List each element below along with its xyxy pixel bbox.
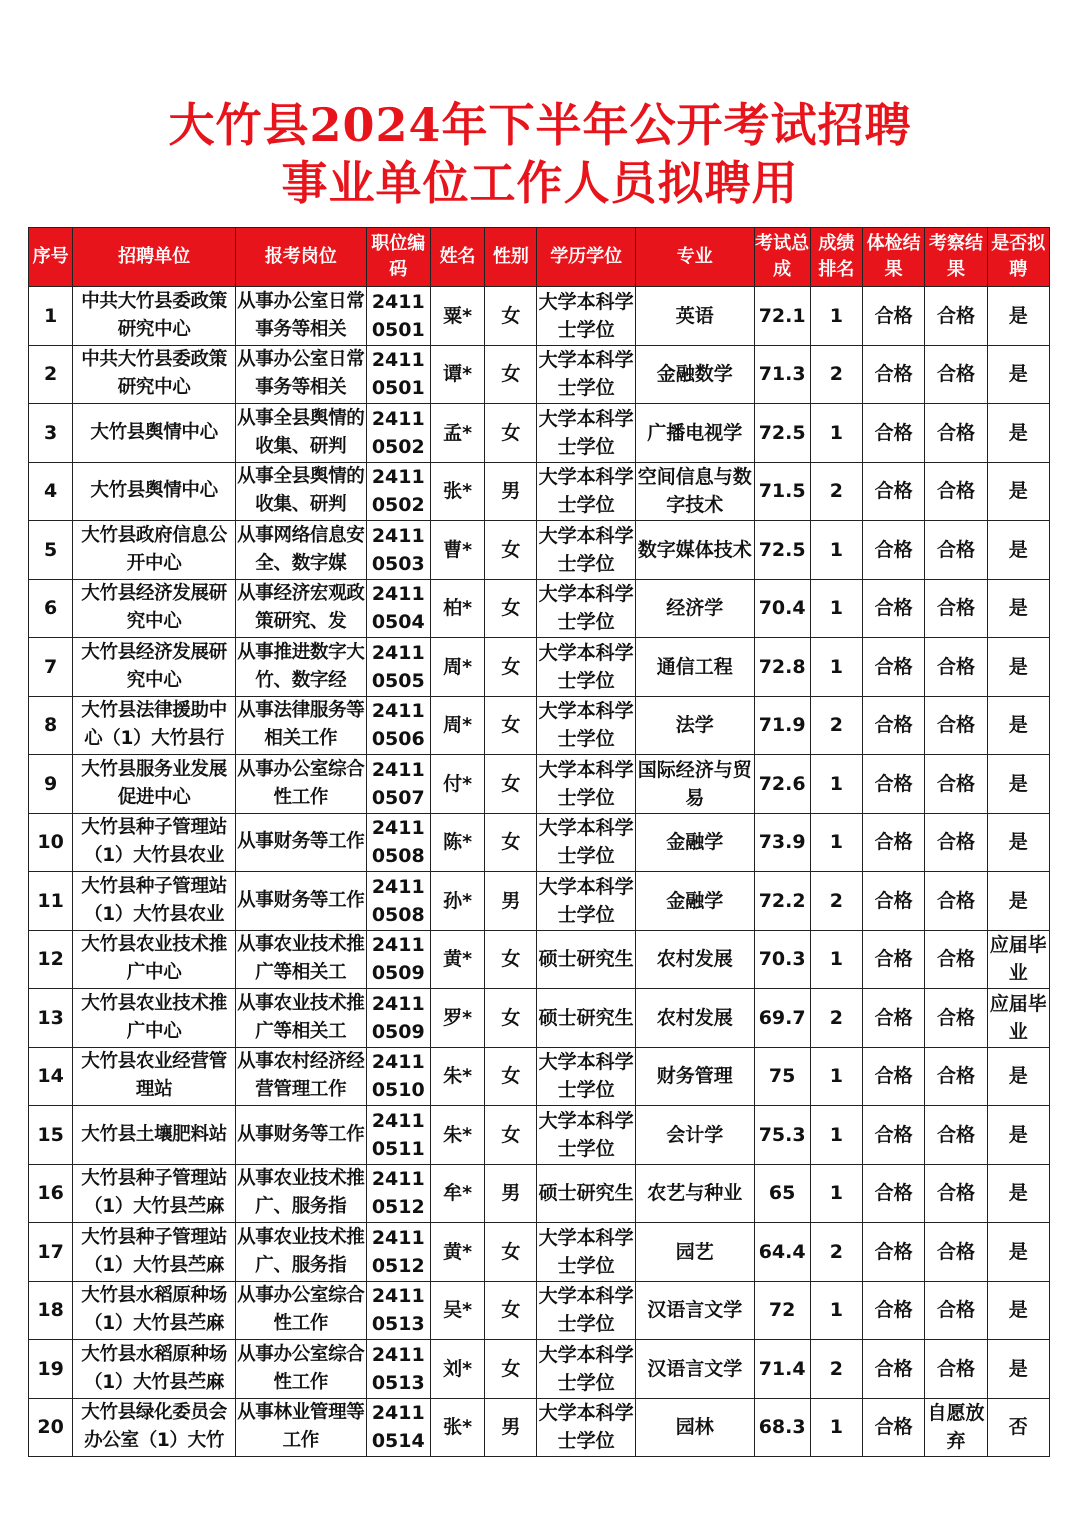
cell-inspection: 合格	[925, 989, 987, 1048]
cell-degree: 大学本科学士学位	[537, 696, 635, 755]
cell-major: 金融学	[635, 813, 754, 872]
cell-rank: 1	[810, 1106, 862, 1165]
cell-medical: 合格	[863, 755, 925, 814]
cell-hire: 是	[987, 287, 1049, 346]
cell-post: 从事办公室日常事务等相关	[236, 287, 367, 346]
table-row	[29, 930, 1050, 989]
cell-code: 24110509	[366, 989, 430, 1048]
cell-index: 14	[29, 1047, 73, 1106]
cell-major: 农艺与种业	[635, 1164, 754, 1223]
cell-name: 刘*	[430, 1340, 484, 1399]
cell-score: 71.5	[754, 462, 810, 521]
cell-index: 6	[29, 579, 73, 638]
cell-inspection: 合格	[925, 1340, 987, 1399]
cell-post: 从事全县舆情的收集、研判	[236, 404, 367, 463]
cell-code: 24110508	[366, 813, 430, 872]
cell-rank: 1	[810, 755, 862, 814]
cell-code: 24110513	[366, 1340, 430, 1399]
cell-medical: 合格	[863, 813, 925, 872]
cell-score: 72	[754, 1281, 810, 1340]
cell-index: 19	[29, 1340, 73, 1399]
cell-code: 24110508	[366, 872, 430, 931]
cell-score: 65	[754, 1164, 810, 1223]
cell-degree: 大学本科学士学位	[537, 872, 635, 931]
cell-major: 国际经济与贸易	[635, 755, 754, 814]
cell-gender: 女	[485, 521, 537, 580]
cell-score: 75.3	[754, 1106, 810, 1165]
cell-gender: 女	[485, 1106, 537, 1165]
header-col-major: 专业	[635, 228, 754, 287]
cell-code: 24110501	[366, 287, 430, 346]
cell-name: 孟*	[430, 404, 484, 463]
table-row	[29, 404, 1050, 463]
cell-medical: 合格	[863, 521, 925, 580]
cell-name: 黄*	[430, 1223, 484, 1282]
cell-inspection: 自愿放弃	[925, 1398, 987, 1457]
cell-post: 从事网络信息安全、数字媒	[236, 521, 367, 580]
cell-post: 从事全县舆情的收集、研判	[236, 462, 367, 521]
cell-inspection: 合格	[925, 287, 987, 346]
cell-gender: 女	[485, 696, 537, 755]
cell-score: 64.4	[754, 1223, 810, 1282]
cell-index: 17	[29, 1223, 73, 1282]
cell-inspection: 合格	[925, 1281, 987, 1340]
table-row	[29, 1047, 1050, 1106]
cell-unit: 大竹县种子管理站（1）大竹县苎麻	[73, 1164, 236, 1223]
cell-name: 周*	[430, 696, 484, 755]
cell-gender: 女	[485, 989, 537, 1048]
cell-gender: 男	[485, 872, 537, 931]
cell-medical: 合格	[863, 1281, 925, 1340]
cell-rank: 2	[810, 1223, 862, 1282]
cell-code: 24110506	[366, 696, 430, 755]
cell-unit: 中共大竹县委政策研究中心	[73, 345, 236, 404]
cell-major: 经济学	[635, 579, 754, 638]
cell-medical: 合格	[863, 1223, 925, 1282]
cell-medical: 合格	[863, 579, 925, 638]
table-row	[29, 1340, 1050, 1399]
cell-post: 从事农业技术推广等相关工	[236, 989, 367, 1048]
cell-gender: 女	[485, 1281, 537, 1340]
cell-index: 4	[29, 462, 73, 521]
cell-gender: 女	[485, 1223, 537, 1282]
cell-hire: 是	[987, 462, 1049, 521]
cell-hire: 应届毕业	[987, 930, 1049, 989]
cell-unit: 大竹县农业经营管理站	[73, 1047, 236, 1106]
cell-rank: 1	[810, 1164, 862, 1223]
cell-unit: 中共大竹县委政策研究中心	[73, 287, 236, 346]
cell-name: 黄*	[430, 930, 484, 989]
cell-inspection: 合格	[925, 345, 987, 404]
cell-unit: 大竹县水稻原种场（1）大竹县苎麻	[73, 1340, 236, 1399]
cell-gender: 女	[485, 930, 537, 989]
cell-major: 会计学	[635, 1106, 754, 1165]
cell-rank: 1	[810, 1047, 862, 1106]
cell-index: 3	[29, 404, 73, 463]
cell-post: 从事推进数字大竹、数字经	[236, 638, 367, 697]
recruitment-table	[28, 227, 1050, 1457]
cell-score: 71.4	[754, 1340, 810, 1399]
cell-post: 从事经济宏观政策研究、发	[236, 579, 367, 638]
cell-medical: 合格	[863, 1340, 925, 1399]
table-row	[29, 462, 1050, 521]
cell-code: 24110509	[366, 930, 430, 989]
cell-inspection: 合格	[925, 404, 987, 463]
cell-code: 24110514	[366, 1398, 430, 1457]
cell-gender: 女	[485, 579, 537, 638]
cell-major: 通信工程	[635, 638, 754, 697]
cell-gender: 女	[485, 1340, 537, 1399]
table-row	[29, 638, 1050, 697]
cell-score: 70.3	[754, 930, 810, 989]
cell-inspection: 合格	[925, 872, 987, 931]
cell-hire: 是	[987, 1340, 1049, 1399]
cell-degree: 大学本科学士学位	[537, 813, 635, 872]
cell-major: 金融数学	[635, 345, 754, 404]
cell-degree: 硕士研究生	[537, 1164, 635, 1223]
cell-rank: 1	[810, 287, 862, 346]
cell-name: 罗*	[430, 989, 484, 1048]
header-col-medical: 体检结果	[863, 228, 925, 287]
table-row	[29, 579, 1050, 638]
cell-score: 72.6	[754, 755, 810, 814]
cell-post: 从事农村经济经营管理工作	[236, 1047, 367, 1106]
table-row	[29, 696, 1050, 755]
cell-unit: 大竹县舆情中心	[73, 462, 236, 521]
cell-score: 72.5	[754, 404, 810, 463]
cell-medical: 合格	[863, 1164, 925, 1223]
table-row	[29, 345, 1050, 404]
cell-major: 汉语言文学	[635, 1281, 754, 1340]
cell-gender: 男	[485, 1164, 537, 1223]
cell-inspection: 合格	[925, 521, 987, 580]
cell-degree: 大学本科学士学位	[537, 579, 635, 638]
cell-inspection: 合格	[925, 930, 987, 989]
cell-hire: 是	[987, 696, 1049, 755]
cell-rank: 2	[810, 872, 862, 931]
cell-code: 24110504	[366, 579, 430, 638]
cell-post: 从事财务等工作	[236, 1106, 367, 1165]
cell-score: 68.3	[754, 1398, 810, 1457]
cell-code: 24110507	[366, 755, 430, 814]
cell-index: 15	[29, 1106, 73, 1165]
cell-post: 从事法律服务等相关工作	[236, 696, 367, 755]
cell-score: 69.7	[754, 989, 810, 1048]
cell-rank: 2	[810, 345, 862, 404]
cell-medical: 合格	[863, 462, 925, 521]
cell-inspection: 合格	[925, 1223, 987, 1282]
cell-name: 朱*	[430, 1106, 484, 1165]
cell-code: 24110511	[366, 1106, 430, 1165]
cell-post: 从事林业管理等工作	[236, 1398, 367, 1457]
cell-code: 24110510	[366, 1047, 430, 1106]
cell-rank: 1	[810, 521, 862, 580]
cell-code: 24110513	[366, 1281, 430, 1340]
cell-unit: 大竹县经济发展研究中心	[73, 638, 236, 697]
cell-degree: 大学本科学士学位	[537, 755, 635, 814]
cell-major: 财务管理	[635, 1047, 754, 1106]
cell-code: 24110501	[366, 345, 430, 404]
cell-rank: 1	[810, 813, 862, 872]
cell-rank: 1	[810, 638, 862, 697]
cell-unit: 大竹县法律援助中心（1）大竹县行	[73, 696, 236, 755]
cell-unit: 大竹县农业技术推广中心	[73, 930, 236, 989]
cell-rank: 2	[810, 696, 862, 755]
cell-inspection: 合格	[925, 462, 987, 521]
cell-post: 从事农业技术推广、服务指	[236, 1164, 367, 1223]
cell-degree: 大学本科学士学位	[537, 1281, 635, 1340]
table-row	[29, 755, 1050, 814]
cell-medical: 合格	[863, 1398, 925, 1457]
cell-index: 1	[29, 287, 73, 346]
cell-rank: 2	[810, 462, 862, 521]
cell-name: 付*	[430, 755, 484, 814]
page-title	[0, 96, 1080, 212]
cell-major: 汉语言文学	[635, 1340, 754, 1399]
cell-hire: 应届毕业	[987, 989, 1049, 1048]
cell-score: 72.8	[754, 638, 810, 697]
title-line-1: 大竹县2024年下半年公开考试招聘	[168, 98, 912, 152]
cell-major: 园艺	[635, 1223, 754, 1282]
cell-index: 5	[29, 521, 73, 580]
cell-rank: 1	[810, 579, 862, 638]
cell-code: 24110503	[366, 521, 430, 580]
cell-hire: 是	[987, 1164, 1049, 1223]
cell-unit: 大竹县绿化委员会办公室（1）大竹	[73, 1398, 236, 1457]
cell-degree: 硕士研究生	[537, 989, 635, 1048]
cell-unit: 大竹县服务业发展促进中心	[73, 755, 236, 814]
header-col-post: 报考岗位	[236, 228, 367, 287]
cell-inspection: 合格	[925, 1047, 987, 1106]
cell-rank: 2	[810, 989, 862, 1048]
cell-score: 72.5	[754, 521, 810, 580]
cell-medical: 合格	[863, 404, 925, 463]
cell-medical: 合格	[863, 287, 925, 346]
cell-name: 陈*	[430, 813, 484, 872]
header-col-name: 姓名	[430, 228, 484, 287]
cell-name: 周*	[430, 638, 484, 697]
cell-name: 吴*	[430, 1281, 484, 1340]
table-row	[29, 1106, 1050, 1165]
cell-index: 20	[29, 1398, 73, 1457]
cell-post: 从事办公室日常事务等相关	[236, 345, 367, 404]
table-row	[29, 813, 1050, 872]
cell-degree: 大学本科学士学位	[537, 1398, 635, 1457]
cell-unit: 大竹县水稻原种场（1）大竹县苎麻	[73, 1281, 236, 1340]
cell-degree: 硕士研究生	[537, 930, 635, 989]
cell-medical: 合格	[863, 696, 925, 755]
cell-index: 7	[29, 638, 73, 697]
cell-index: 10	[29, 813, 73, 872]
cell-degree: 大学本科学士学位	[537, 1047, 635, 1106]
cell-medical: 合格	[863, 345, 925, 404]
cell-gender: 女	[485, 404, 537, 463]
cell-index: 13	[29, 989, 73, 1048]
cell-hire: 是	[987, 755, 1049, 814]
cell-unit: 大竹县种子管理站（1）大竹县农业	[73, 872, 236, 931]
cell-degree: 大学本科学士学位	[537, 1106, 635, 1165]
cell-rank: 2	[810, 1340, 862, 1399]
cell-score: 75	[754, 1047, 810, 1106]
cell-hire: 是	[987, 579, 1049, 638]
cell-rank: 1	[810, 404, 862, 463]
cell-score: 70.4	[754, 579, 810, 638]
cell-inspection: 合格	[925, 1106, 987, 1165]
cell-degree: 大学本科学士学位	[537, 404, 635, 463]
cell-hire: 是	[987, 1047, 1049, 1106]
cell-name: 孙*	[430, 872, 484, 931]
header-col-unit: 招聘单位	[73, 228, 236, 287]
table-row	[29, 1398, 1050, 1457]
cell-name: 牟*	[430, 1164, 484, 1223]
cell-name: 曹*	[430, 521, 484, 580]
cell-unit: 大竹县政府信息公开中心	[73, 521, 236, 580]
cell-inspection: 合格	[925, 638, 987, 697]
cell-name: 张*	[430, 1398, 484, 1457]
cell-hire: 是	[987, 1281, 1049, 1340]
cell-code: 24110512	[366, 1223, 430, 1282]
cell-inspection: 合格	[925, 696, 987, 755]
cell-gender: 女	[485, 345, 537, 404]
cell-gender: 女	[485, 813, 537, 872]
cell-unit: 大竹县种子管理站（1）大竹县苎麻	[73, 1223, 236, 1282]
cell-rank: 1	[810, 1281, 862, 1340]
cell-medical: 合格	[863, 930, 925, 989]
cell-major: 英语	[635, 287, 754, 346]
cell-major: 农村发展	[635, 989, 754, 1048]
cell-code: 24110512	[366, 1164, 430, 1223]
cell-medical: 合格	[863, 989, 925, 1048]
cell-unit: 大竹县种子管理站（1）大竹县农业	[73, 813, 236, 872]
cell-name: 谭*	[430, 345, 484, 404]
cell-major: 农村发展	[635, 930, 754, 989]
table-row	[29, 287, 1050, 346]
cell-degree: 大学本科学士学位	[537, 345, 635, 404]
cell-major: 园林	[635, 1398, 754, 1457]
cell-name: 张*	[430, 462, 484, 521]
cell-hire: 是	[987, 521, 1049, 580]
cell-score: 72.2	[754, 872, 810, 931]
header-col-index: 序号	[29, 228, 73, 287]
title-line-2: 事业单位工作人员拟聘用	[281, 156, 799, 210]
header-col-inspection: 考察结果	[925, 228, 987, 287]
cell-major: 空间信息与数字技术	[635, 462, 754, 521]
cell-score: 71.3	[754, 345, 810, 404]
cell-inspection: 合格	[925, 755, 987, 814]
cell-index: 8	[29, 696, 73, 755]
cell-major: 法学	[635, 696, 754, 755]
cell-degree: 大学本科学士学位	[537, 462, 635, 521]
cell-score: 72.1	[754, 287, 810, 346]
table-row	[29, 1164, 1050, 1223]
table-row	[29, 1281, 1050, 1340]
cell-name: 柏*	[430, 579, 484, 638]
cell-index: 12	[29, 930, 73, 989]
table-row	[29, 521, 1050, 580]
cell-unit: 大竹县舆情中心	[73, 404, 236, 463]
cell-post: 从事财务等工作	[236, 872, 367, 931]
cell-post: 从事办公室综合性工作	[236, 755, 367, 814]
cell-name: 粟*	[430, 287, 484, 346]
cell-hire: 是	[987, 1106, 1049, 1165]
cell-inspection: 合格	[925, 813, 987, 872]
table-row	[29, 989, 1050, 1048]
cell-hire: 是	[987, 1223, 1049, 1282]
cell-medical: 合格	[863, 1106, 925, 1165]
cell-name: 朱*	[430, 1047, 484, 1106]
cell-inspection: 合格	[925, 579, 987, 638]
table-header-row	[29, 228, 1050, 287]
cell-unit: 大竹县农业技术推广中心	[73, 989, 236, 1048]
cell-hire: 是	[987, 872, 1049, 931]
cell-gender: 男	[485, 1398, 537, 1457]
header-col-degree: 学历学位	[537, 228, 635, 287]
cell-score: 73.9	[754, 813, 810, 872]
header-col-rank: 成绩排名	[810, 228, 862, 287]
cell-gender: 女	[485, 755, 537, 814]
cell-rank: 1	[810, 930, 862, 989]
cell-major: 金融学	[635, 872, 754, 931]
cell-code: 24110502	[366, 404, 430, 463]
cell-medical: 合格	[863, 638, 925, 697]
cell-hire: 否	[987, 1398, 1049, 1457]
cell-hire: 是	[987, 404, 1049, 463]
cell-gender: 女	[485, 638, 537, 697]
cell-post: 从事财务等工作	[236, 813, 367, 872]
cell-medical: 合格	[863, 872, 925, 931]
cell-gender: 男	[485, 462, 537, 521]
cell-hire: 是	[987, 813, 1049, 872]
cell-degree: 大学本科学士学位	[537, 287, 635, 346]
table-row	[29, 1223, 1050, 1282]
cell-index: 18	[29, 1281, 73, 1340]
cell-degree: 大学本科学士学位	[537, 638, 635, 697]
header-col-score: 考试总成	[754, 228, 810, 287]
cell-hire: 是	[987, 638, 1049, 697]
header-col-gender: 性别	[485, 228, 537, 287]
cell-index: 16	[29, 1164, 73, 1223]
cell-code: 24110502	[366, 462, 430, 521]
cell-inspection: 合格	[925, 1164, 987, 1223]
cell-unit: 大竹县土壤肥料站	[73, 1106, 236, 1165]
cell-post: 从事办公室综合性工作	[236, 1340, 367, 1399]
table-body	[29, 287, 1050, 1457]
cell-index: 2	[29, 345, 73, 404]
cell-index: 11	[29, 872, 73, 931]
cell-major: 广播电视学	[635, 404, 754, 463]
cell-gender: 女	[485, 287, 537, 346]
cell-rank: 1	[810, 1398, 862, 1457]
cell-hire: 是	[987, 345, 1049, 404]
cell-gender: 女	[485, 1047, 537, 1106]
cell-post: 从事农业技术推广、服务指	[236, 1223, 367, 1282]
cell-code: 24110505	[366, 638, 430, 697]
cell-post: 从事农业技术推广等相关工	[236, 930, 367, 989]
header-col-hire: 是否拟聘	[987, 228, 1049, 287]
cell-medical: 合格	[863, 1047, 925, 1106]
header-col-code: 职位编码	[366, 228, 430, 287]
cell-index: 9	[29, 755, 73, 814]
cell-post: 从事办公室综合性工作	[236, 1281, 367, 1340]
cell-degree: 大学本科学士学位	[537, 1340, 635, 1399]
cell-unit: 大竹县经济发展研究中心	[73, 579, 236, 638]
cell-score: 71.9	[754, 696, 810, 755]
table-row	[29, 872, 1050, 931]
cell-degree: 大学本科学士学位	[537, 1223, 635, 1282]
cell-degree: 大学本科学士学位	[537, 521, 635, 580]
cell-major: 数字媒体技术	[635, 521, 754, 580]
